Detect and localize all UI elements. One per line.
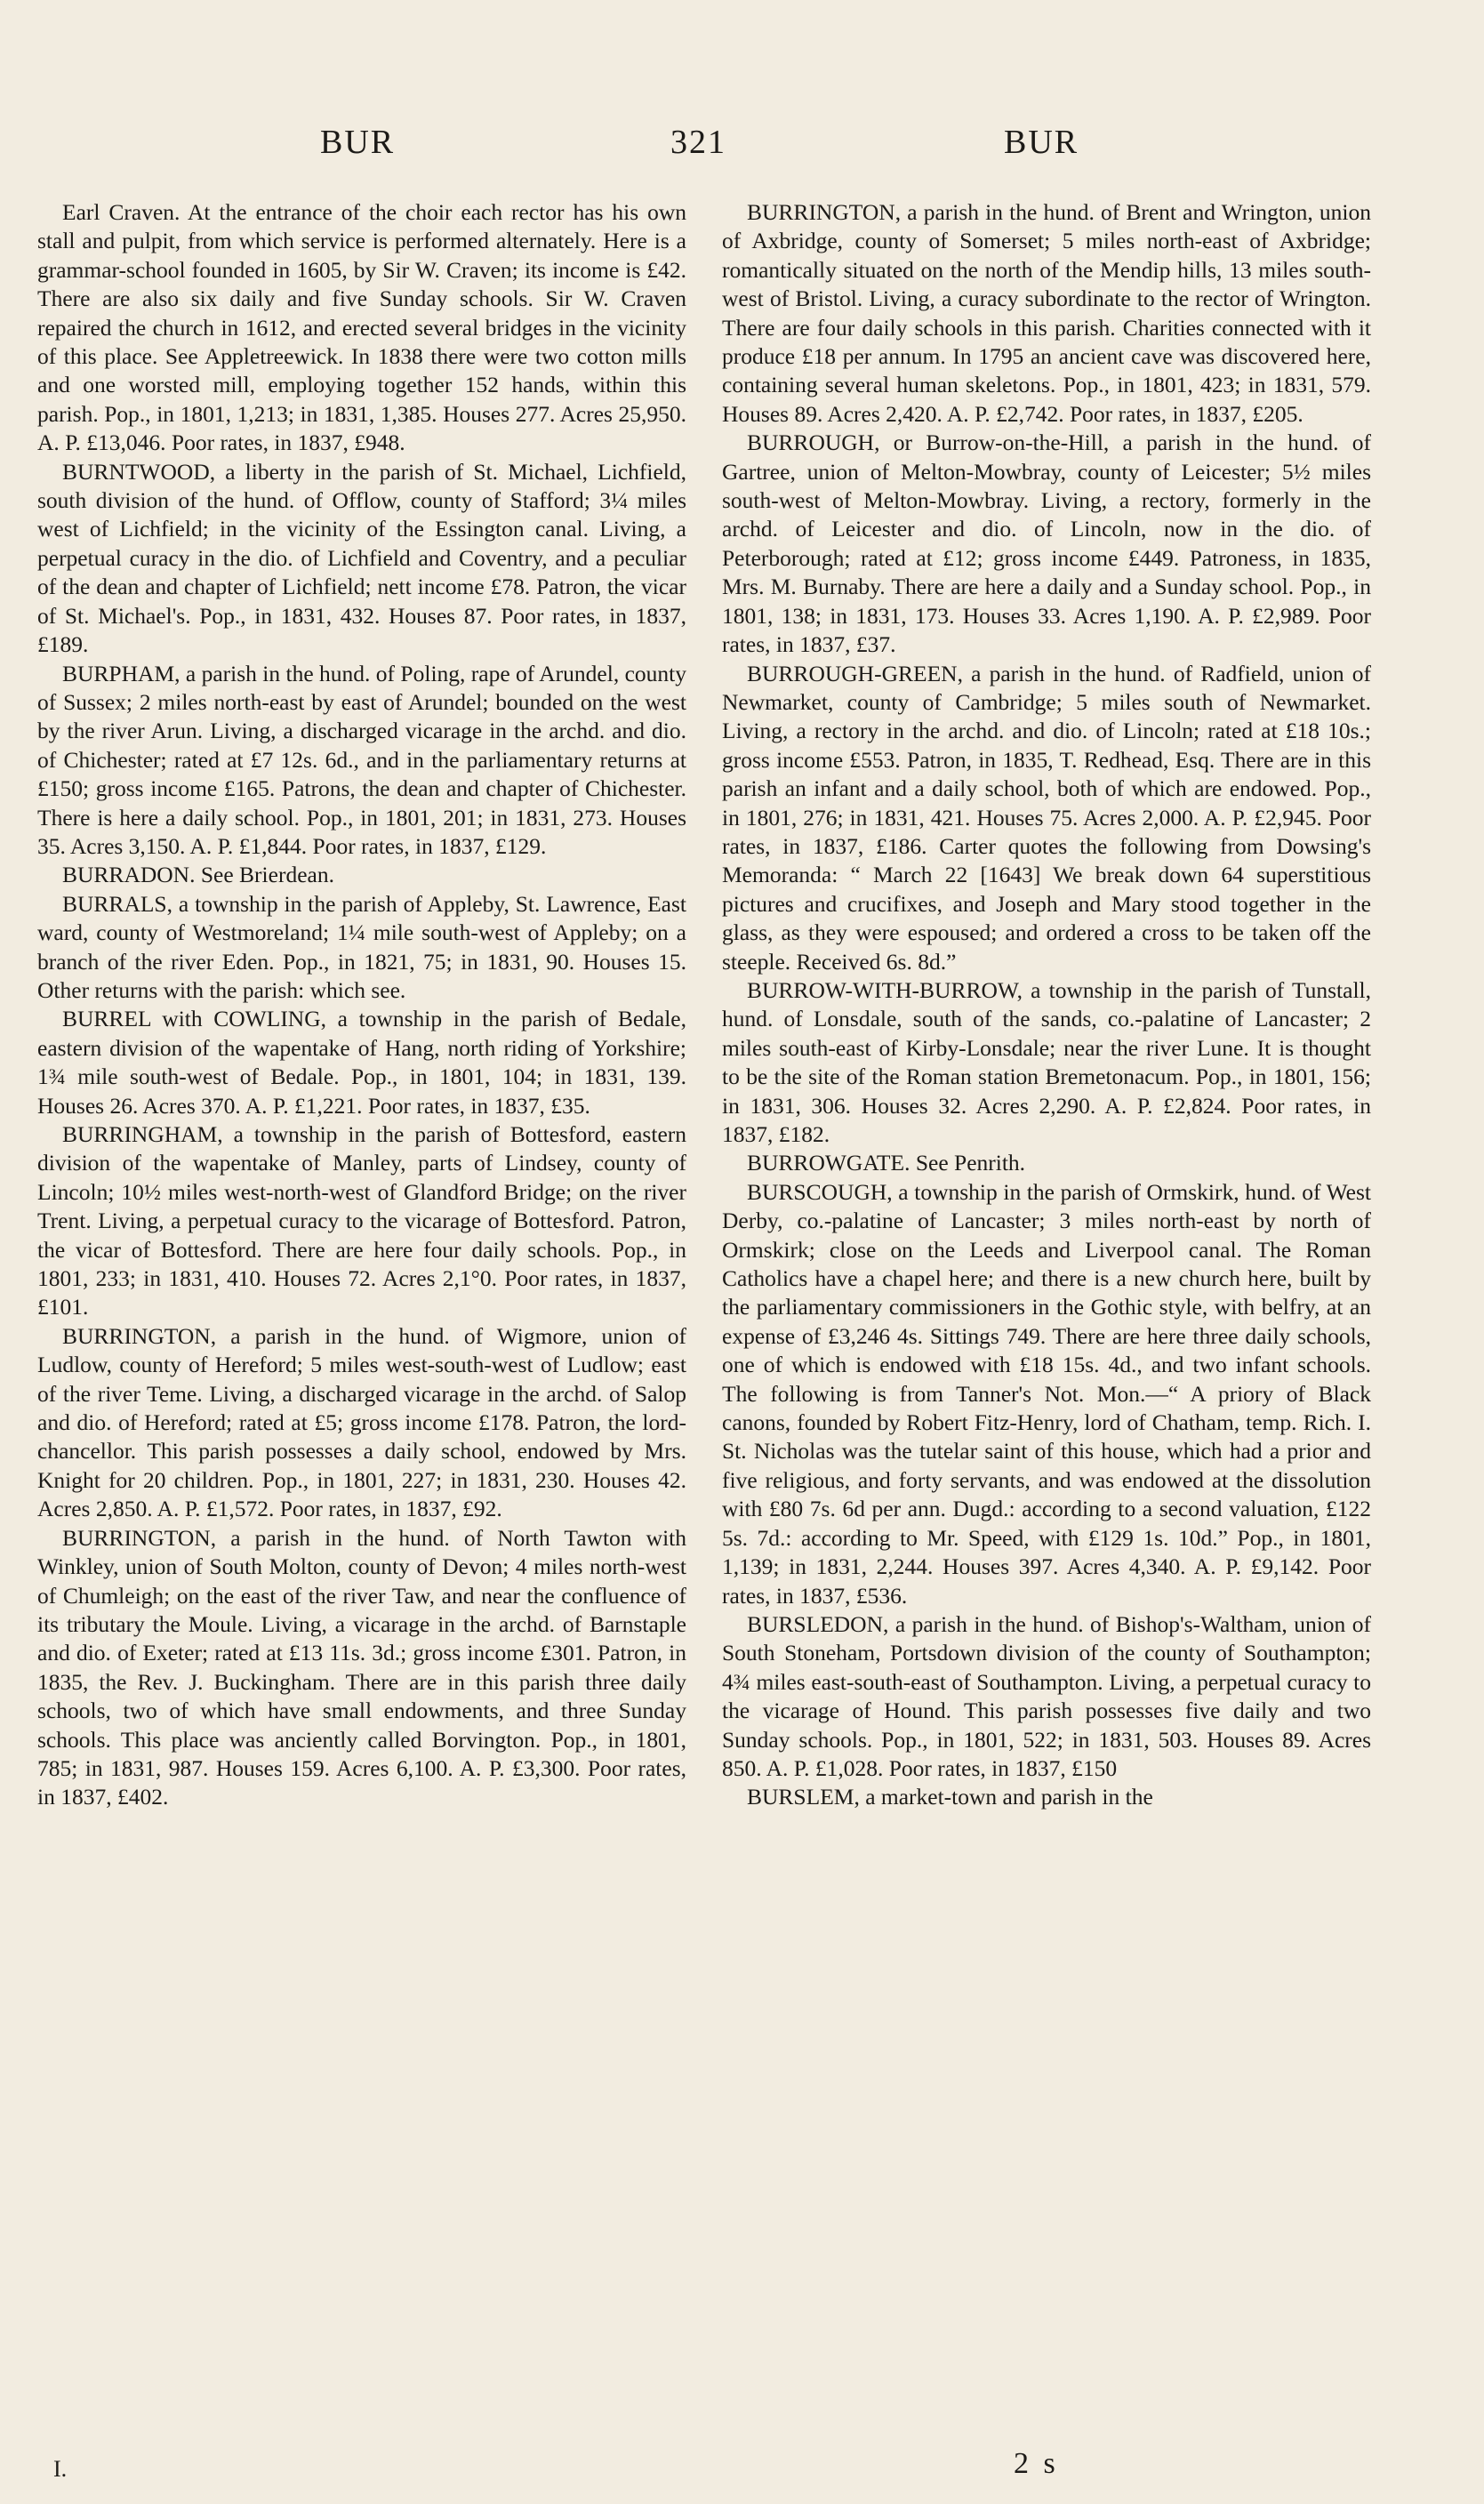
header-left-word: BUR: [320, 124, 396, 161]
entry-paragraph: BURROWGATE. See Penrith.: [747, 1150, 1026, 1176]
entry-paragraph: BURNTWOOD, a liberty in the parish of St. Michael, Lichfield, south division of the hund. of Offlow, county of Stafford; 3¼ miles west of Lichfield; in the vicinity of the Essington canal. Living, a perpetual curacy in the dio. of Lichfield and Coventry, and a peculiar of the dean and chapter of Lichfield; nett income £78. Patron, the vicar of St. Michael's. Pop., in 1831, 432. Houses 87. Poor rates, in 1837, £189.: [37, 458, 686, 658]
entry-paragraph: BURROUGH, or Burrow-on-the-Hill, a parish in the hund. of Gartree, union of Melton-Mowbray, county of Leicester; 5½ miles south-west of Melton-Mowbray. Living, a rectory, formerly in the archd. of Leicester and dio. of Lincoln, now in the dio. of Peterborough; rated at £12; gross income £449. Patroness, in 1835, Mrs. M. Burnaby. There are here a daily and a Sunday school. Pop., in 1801, 138; in 1831, 173. Houses 33. Acres 1,190. A. P. £2,989. Poor rates, in 1837, £37.: [722, 429, 1371, 658]
entry-paragraph: BURROW-WITH-BURROW, a township in the parish of Tunstall, hund. of Lonsdale, south of the sands, co.-palatine of Lancaster; 2 miles south-east of Kirby-Lonsdale; near the river Lune. It is thought to be the site of the Roman station Bremetonacum. Pop., in 1801, 156; in 1831, 306. Houses 32. Acres 2,290. A. P. £2,824. Poor rates, in 1837, £182.: [722, 976, 1371, 1147]
running-header: [0, 123, 1484, 167]
header-right-word: BUR: [1004, 124, 1079, 161]
entry-paragraph: Earl Craven. At the entrance of the choir each rector has his own stall and pulpit, from which service is performed alternately. Here is a grammar-school founded in 1605, by Sir W. Craven; its income is £42. There are also six daily and five Sunday schools. Sir W. Craven repaired the church in 1612, and erected several bridges in the vicinity of this place. See Appletreewick. In 1838 there were two cotton mills and one worsted mill, employing together 152 hands, within this parish. Pop., in 1801, 1,213; in 1831, 1,385. Houses 277. Acres 25,950. A. P. £13,046. Poor rates, in 1837, £948.: [37, 199, 686, 456]
entry-paragraph: BURSLEM, a market-town and parish in the: [747, 1784, 1153, 1810]
entry-paragraph: BURSCOUGH, a township in the parish of Ormskirk, hund. of West Derby, co.-palatine of Lancaster; 3 miles north-east by north of Ormskirk; close on the Leeds and Liverpool canal. The Roman Catholics have a chapel here; and there is a new church here, built by the parliamentary commissioners in the Gothic style, with belfry, at an expense of £3,246 4s. Sittings 749. There are here three daily schools, one of which is endowed with £18 15s. 4d., and two infant schools. The following is from Tanner's Not. Mon.—“ A priory of Black canons, founded by Robert Fitz-Henry, lord of Chatham, temp. Rich. I. St. Nicholas was the tutelar saint of this house, which had a prior and five religious, and forty servants, and was endowed at the dissolution with £80 7s. 6d per ann. Dugd.: according to a second valuation, £122 5s. 7d.: according to Mr. Speed, with £129 1s. 10d.” Pop., in 1801, 1,139; in 1831, 2,244. Houses 397. Acres 4,340. A. P. £9,142. Poor rates, in 1837, £536.: [722, 1178, 1371, 1609]
page-number: 321: [670, 124, 726, 161]
volume-mark: I.: [53, 2456, 68, 2482]
entry-paragraph: BURREL with COWLING, a township in the parish of Bedale, eastern division of the wapentake of Hang, north riding of Yorkshire; 1¾ mile south-west of Bedale. Pop., in 1801, 104; in 1831, 139. Houses 26. Acres 370. A. P. £1,221. Poor rates, in 1837, £35.: [37, 1006, 686, 1119]
entry-paragraph: BURRALS, a township in the parish of Appleby, St. Lawrence, East ward, county of Westmoreland; 1¼ mile south-west of Appleby; on a branch of the river Eden. Pop., in 1821, 75; in 1831, 90. Houses 15. Other returns with the parish: which see.: [37, 890, 686, 1003]
signature-mark: 2 s: [1014, 2447, 1059, 2480]
right-column: [722, 198, 1371, 1812]
entry-paragraph: BURRINGTON, a parish in the hund. of North Tawton with Winkley, union of South Molton, county of Devon; 4 miles north-west of Chumleigh; on the east of the river Taw, and near the confluence of its tributary the Moule. Living, a vicarage in the archd. of Barnstaple and dio. of Exeter; rated at £13 11s. 3d.; gross income £301. Patron, in 1835, the Rev. J. Buckingham. There are in this parish three daily schools, two of which have small endowments, and three Sunday schools. This place was anciently called Borvington. Pop., in 1801, 785; in 1831, 987. Houses 159. Acres 6,100. A. P. £3,300. Poor rates, in 1837, £402.: [37, 1524, 686, 1810]
entry-paragraph: BURRINGTON, a parish in the hund. of Wigmore, union of Ludlow, county of Hereford; 5 miles west-south-west of Ludlow; east of the river Teme. Living, a discharged vicarage in the archd. of Salop and dio. of Hereford; rated at £5; gross income £178. Patron, the lord-chancellor. This parish possesses a daily school, endowed by Mrs. Knight for 20 children. Pop., in 1801, 227; in 1831, 230. Houses 42. Acres 2,850. A. P. £1,572. Poor rates, in 1837, £92.: [37, 1322, 686, 1522]
entry-paragraph: BURSLEDON, a parish in the hund. of Bishop's-Waltham, union of South Stoneham, Portsdown division of the county of Southampton; 4¾ miles east-south-east of Southampton. Living, a perpetual curacy to the vicarage of Hound. This parish possesses five daily and two Sunday schools. Pop., in 1801, 522; in 1831, 503. Houses 89. Acres 850. A. P. £1,028. Poor rates, in 1837, £150: [722, 1610, 1371, 1781]
entry-paragraph: BURPHAM, a parish in the hund. of Poling, rape of Arundel, county of Sussex; 2 miles north-east by east of Arundel; bounded on the west by the river Arun. Living, a discharged vicarage in the archd. and dio. of Chichester; rated at £7 12s. 6d., and in the parliamentary returns at £150; gross income £165. Patrons, the dean and chapter of Chichester. There is here a daily school. Pop., in 1801, 201; in 1831, 273. Houses 35. Acres 3,150. A. P. £1,844. Poor rates, in 1837, £129.: [37, 660, 686, 859]
entry-paragraph: BURRADON. See Brierdean.: [62, 862, 334, 888]
entry-paragraph: BURRINGHAM, a township in the parish of Bottesford, eastern division of the wapentake of Manley, parts of Lindsey, county of Lincoln; 10½ miles west-north-west of Glandford Bridge; on the river Trent. Living, a perpetual curacy to the vicarage of Bottesford. Patron, the vicar of Bottesford. There are here four daily schools. Pop., in 1801, 233; in 1831, 410. Houses 72. Acres 2,1°0. Poor rates, in 1837, £101.: [37, 1121, 686, 1320]
entry-paragraph: BURRINGTON, a parish in the hund. of Brent and Wrington, union of Axbridge, county of Somerset; 5 miles north-east of Axbridge; romantically situated on the north of the Mendip hills, 13 miles south-west of Bristol. Living, a curacy subordinate to the rector of Wrington. There are four daily schools in this parish. Charities connected with it produce £18 per annum. In 1795 an ancient cave was discovered here, containing several human skeletons. Pop., in 1801, 423; in 1831, 579. Houses 89. Acres 2,420. A. P. £2,742. Poor rates, in 1837, £205.: [722, 199, 1371, 427]
left-column: [37, 198, 686, 1812]
entry-paragraph: BURROUGH-GREEN, a parish in the hund. of Radfield, union of Newmarket, county of Cambridge; 5 miles south of Newmarket. Living, a rectory in the archd. and dio. of Lincoln; rated at £18 10s.; gross income £553. Patron, in 1835, T. Redhead, Esq. There are in this parish an infant and a daily school, both of which are endowed. Pop., in 1801, 276; in 1831, 421. Houses 75. Acres 2,000. A. P. £2,945. Poor rates, in 1837, £186. Carter quotes the following from Dowsing's Memoranda: “ March 22 [1643] We break down 64 superstitious pictures and crucifixes, and Joseph and Mary stood together in the glass, as they were espoused; and ordered a cross to be taken off the steeple. Received 6s. 8d.”: [722, 660, 1371, 975]
